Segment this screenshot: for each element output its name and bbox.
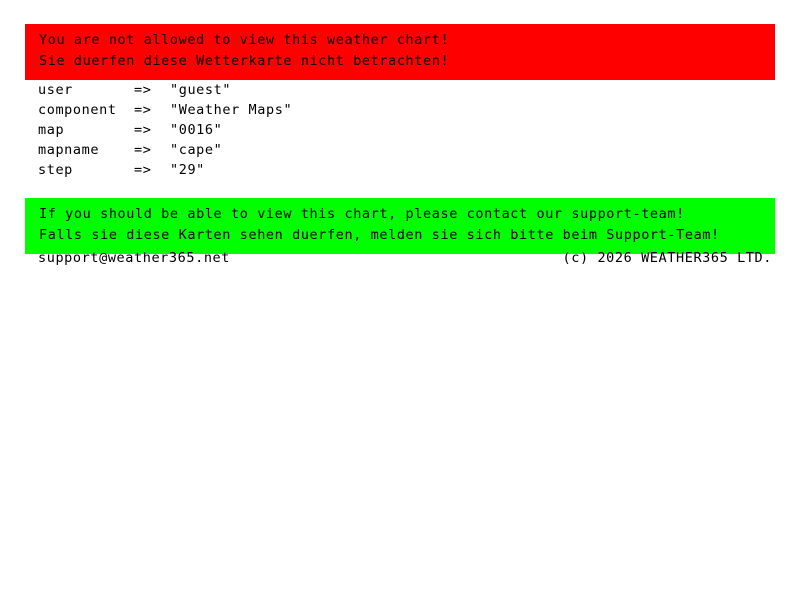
parameter-arrow: => — [134, 122, 152, 138]
parameter-row-step — [38, 160, 292, 180]
parameter-row-map — [38, 120, 292, 140]
parameter-row-user — [38, 80, 292, 100]
parameter-value: "guest" — [170, 82, 232, 98]
error-banner-line-de: Sie duerfen diese Wetterkarte nicht betrachten! — [39, 53, 450, 69]
parameter-key: step — [38, 162, 73, 178]
parameter-key: map — [38, 122, 65, 138]
parameter-value: "cape" — [170, 142, 223, 158]
parameter-row-mapname — [38, 140, 292, 160]
parameter-arrow: => — [134, 102, 152, 118]
error-banner — [25, 24, 775, 80]
error-banner-line-en: You are not allowed to view this weather chart! — [39, 32, 450, 48]
parameter-arrow: => — [134, 162, 152, 178]
info-banner — [25, 198, 775, 254]
parameter-key: user — [38, 82, 73, 98]
parameter-value: "29" — [170, 162, 205, 178]
parameter-arrow: => — [134, 142, 152, 158]
parameter-value: "Weather Maps" — [170, 102, 293, 118]
parameter-value: "0016" — [170, 122, 223, 138]
parameter-arrow: => — [134, 82, 152, 98]
info-banner-line-de: Falls sie diese Karten sehen duerfen, melden sie sich bitte beim Support-Team! — [39, 227, 720, 243]
parameter-list — [38, 80, 292, 180]
footer — [38, 250, 772, 266]
parameter-row-component — [38, 100, 292, 120]
copyright-text: (c) 2026 WEATHER365 LTD. — [562, 250, 772, 266]
support-email-link[interactable]: support@weather365.net — [38, 250, 231, 266]
info-banner-line-en: If you should be able to view this chart, please contact our support-team! — [39, 206, 685, 222]
parameter-key: mapname — [38, 142, 100, 158]
parameter-key: component — [38, 102, 117, 118]
